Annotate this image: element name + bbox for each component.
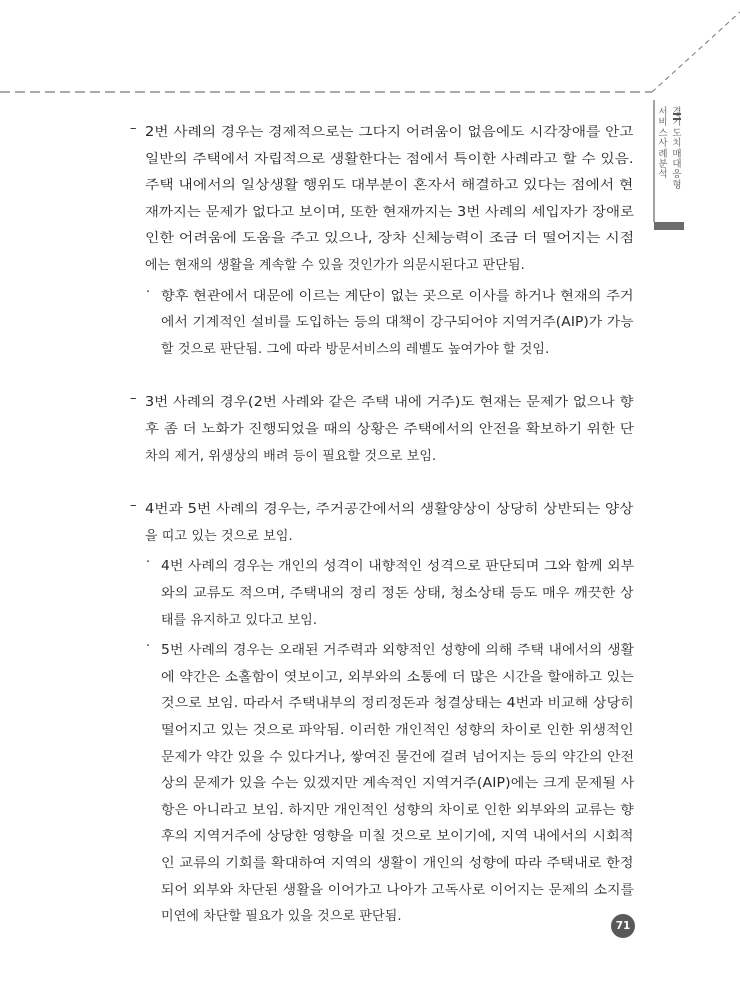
- paragraph-line: 재까지는 문제가 없다고 보이며, 또한 현재까지는 3번 사례의 세입자가 장애로: [145, 204, 635, 220]
- paragraph-line: 태를 유지하고 있다고 보임.: [161, 612, 318, 628]
- dash-bullet: –: [130, 391, 137, 407]
- dash-bullet: –: [130, 498, 137, 514]
- dot-bullet: ·: [146, 555, 151, 571]
- paragraph-line: 문제가 약간 있을 수 있다거나, 쌓여진 물건에 걸려 넘어지는 등의 약간의 안전: [161, 749, 635, 765]
- paragraph-line: 후의 지역거주에 상당한 영향을 미칠 것으로 보이기에, 지역 내에서의 시회적: [161, 829, 634, 845]
- paragraph-line: 상의 문제가 있을 수는 있겠지만 계속적인 지역거주(AIP)에는 크게 문제될 사: [161, 776, 635, 792]
- paragraph-line: 에서 기계적인 설비를 도입하는 등의 대책이 강구되어야 지역거주(AIP)가 가능: [161, 315, 634, 331]
- paragraph-line: 을 띠고 있는 것으로 보임.: [145, 528, 293, 544]
- page-number: 71: [611, 914, 635, 938]
- paragraph-line: 에는 현재의 생활을 계속할 수 있을 것인가가 의문시된다고 판단됨.: [145, 258, 525, 273]
- paragraph-line: 후 좀 더 노화가 진행되었을 때의 상황은 주택에서의 안전을 확보하기 위한 단: [145, 422, 634, 437]
- chapter-title: 경기도 치매대응형: [672, 107, 682, 191]
- dot-bullet: ·: [146, 639, 151, 655]
- paragraph-line: 되어 외부와 차단된 생활을 이어가고 나아가 고독사로 이어지는 문제의 소지를: [161, 882, 635, 898]
- paragraph-line: 3번 사례의 경우(2번 사례와 같은 주택 내에 거주)도 현재는 문제가 없으나 향: [145, 395, 634, 411]
- paragraph-line: 것으로 보임. 따라서 주택내부의 정리정돈과 청결상태는 4번과 비교해 상당히: [161, 696, 634, 712]
- paragraph-line: 2번 사례의 경우는 경제적으로는 그다지 어려움이 없음에도 시각장애를 안고: [145, 125, 634, 140]
- paragraph-line: 와의 교류도 적으며, 주택내의 정리 정돈 상태, 청소상태 등도 매우 깨끗한 상: [161, 586, 634, 601]
- paragraph-line: 항은 아니라고 보임. 하지만 개인적인 성향의 차이로 인한 외부와의 교류는 향: [161, 802, 634, 818]
- paragraph-line: 4번 사례의 경우는 개인의 성격이 내향적인 성격으로 판단되며 그와 함께 외부: [161, 559, 635, 575]
- paragraph-line: 일반의 주택에서 자립적으로 생활한다는 점에서 특이한 사례라고 할 수 있음.: [145, 151, 634, 167]
- dashed-diagonal-rule: [652, 12, 740, 92]
- paragraph-line: 차의 제거, 위생상의 배려 등이 필요할 것으로 보임.: [145, 448, 437, 464]
- paragraph-line: 인한 어려움에 도움을 주고 있으나, 장차 신체능력이 조금 더 떨어지는 시점: [145, 231, 635, 247]
- paragraph-line: 향후 현관에서 대문에 이르는 계단이 없는 곳으로 이사를 하거나 현재의 주거: [161, 288, 634, 304]
- chapter-subtitle: 서비스 사례분석: [658, 107, 668, 181]
- paragraph-line: 할 것으로 판단됨. 그에 따라 방문서비스의 레벨도 높여가야 할 것임.: [161, 341, 550, 357]
- paragraph-line: 주택 내에서의 일상생활 행위도 대부분이 혼자서 해결하고 있다는 점에서 현: [145, 178, 634, 194]
- paragraph-line: 5번 사례의 경우는 오래된 거주력과 외향적인 성향에 의해 주택 내에서의 생활: [161, 643, 635, 659]
- chapter-tab-bar: [654, 222, 684, 230]
- paragraph-line: 미연에 차단할 필요가 있을 것으로 판단됨.: [161, 909, 402, 925]
- paragraph-line: 4번과 5번 사례의 경우는, 주거공간에서의 생활양상이 상당히 상반되는 양상: [145, 502, 634, 518]
- dot-bullet: ·: [146, 284, 151, 300]
- paragraph-line: 에 약간은 소홀함이 엿보이고, 외부와의 소통에 더 많은 시간을 할애하고 있는: [161, 669, 634, 685]
- paragraph-line: 인 교류의 기회를 확대하여 지역의 생활이 개인의 성향에 따라 주택내로 한정: [161, 856, 634, 871]
- paragraph-line: 떨어지고 있는 것으로 파악됨. 이러한 개인적인 성향의 차이로 인한 위생적인: [161, 723, 634, 738]
- dash-bullet: –: [130, 121, 137, 136]
